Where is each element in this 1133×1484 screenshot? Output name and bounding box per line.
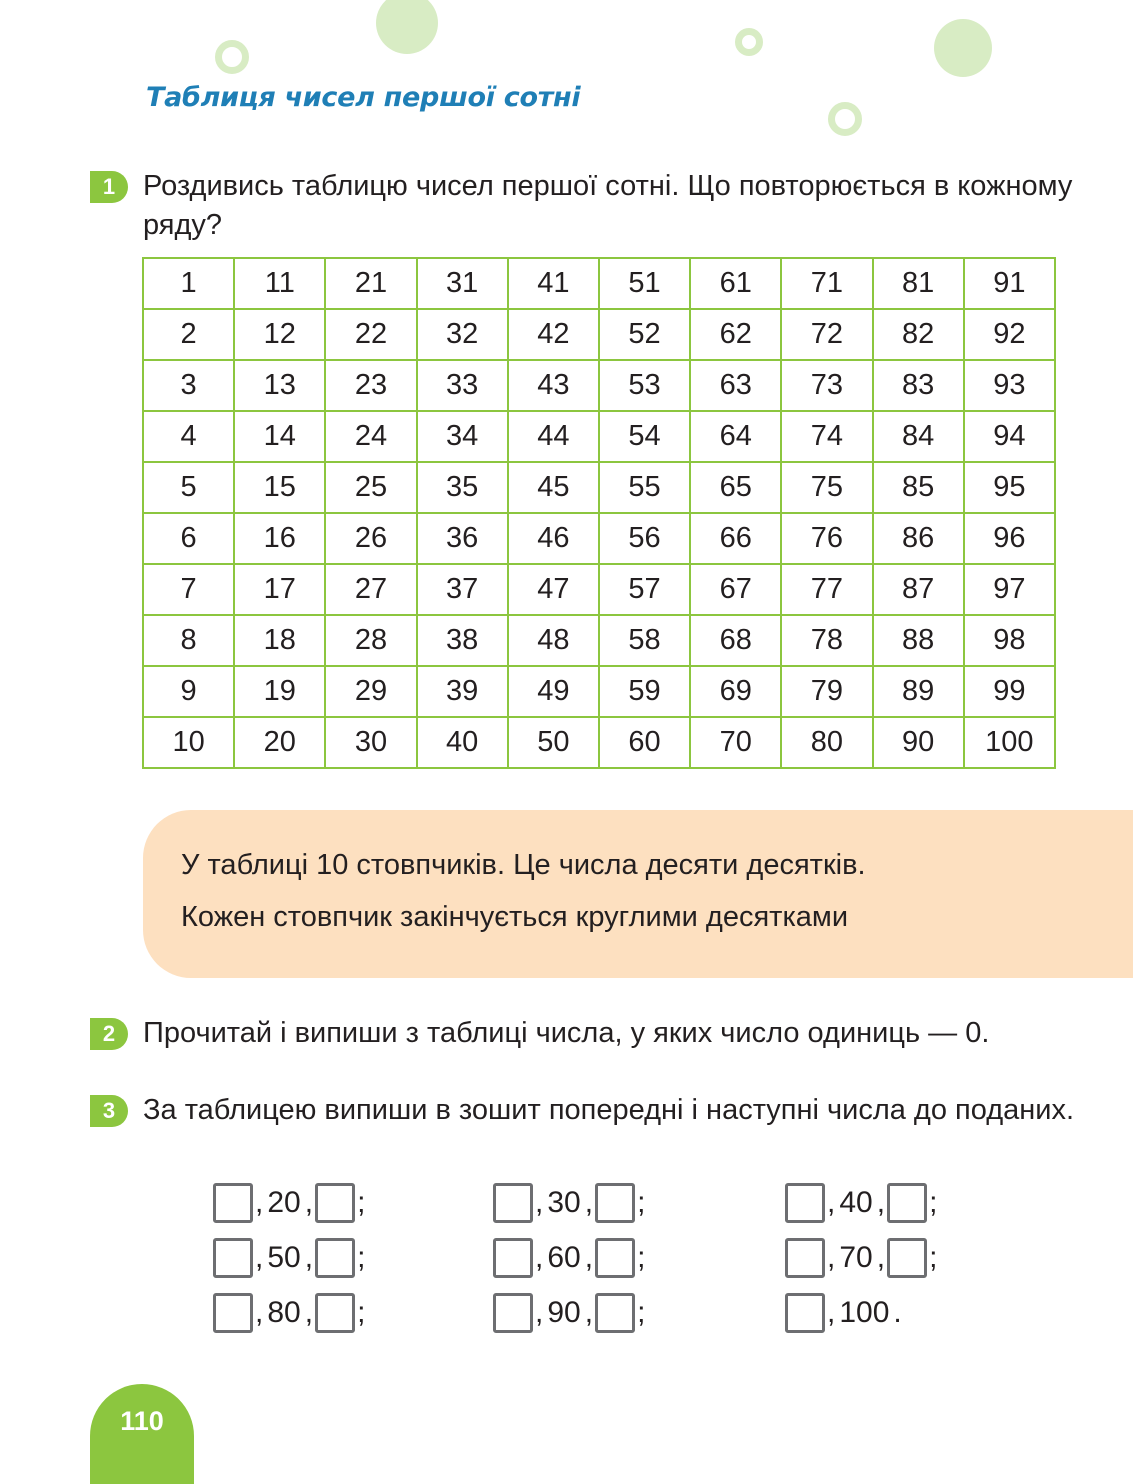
table-cell: 37 xyxy=(417,564,508,615)
info-note xyxy=(143,810,1133,978)
table-cell: 85 xyxy=(873,462,964,513)
end-punctuation: ; xyxy=(357,1186,366,1219)
table-cell: 41 xyxy=(508,258,599,309)
blank-item xyxy=(785,1180,939,1226)
separator: , xyxy=(304,1186,314,1219)
end-punctuation: ; xyxy=(929,1186,938,1219)
answer-box-next[interactable] xyxy=(595,1293,635,1333)
table-cell: 68 xyxy=(690,615,781,666)
hundred-table xyxy=(142,257,1056,769)
table-cell: 22 xyxy=(325,309,416,360)
table-cell: 7 xyxy=(143,564,234,615)
table-cell: 23 xyxy=(325,360,416,411)
answer-box-previous[interactable] xyxy=(213,1293,253,1333)
table-row xyxy=(143,360,1055,411)
table-cell: 81 xyxy=(873,258,964,309)
lesson-title: Таблиця чисел першої сотні xyxy=(146,82,581,113)
table-cell: 62 xyxy=(690,309,781,360)
blank-item xyxy=(213,1235,367,1281)
table-cell: 55 xyxy=(599,462,690,513)
table-cell: 45 xyxy=(508,462,599,513)
table-row xyxy=(143,309,1055,360)
blank-item xyxy=(213,1180,367,1226)
separator: , xyxy=(827,1241,836,1274)
table-cell: 9 xyxy=(143,666,234,717)
answer-box-next[interactable] xyxy=(887,1183,927,1223)
table-cell: 20 xyxy=(234,717,325,768)
table-cell: 93 xyxy=(964,360,1055,411)
table-row xyxy=(143,666,1055,717)
separator: , xyxy=(827,1296,836,1329)
table-cell: 38 xyxy=(417,615,508,666)
task-text: Роздивись таблицю чисел першої сотні. Що повторюється в кожному ряду? xyxy=(143,170,1073,241)
answer-box-previous[interactable] xyxy=(493,1183,533,1223)
end-punctuation: . xyxy=(893,1296,902,1329)
given-number: 30 xyxy=(547,1186,581,1219)
table-cell: 60 xyxy=(599,717,690,768)
separator: , xyxy=(876,1186,886,1219)
decor-ring xyxy=(215,40,249,74)
table-cell: 12 xyxy=(234,309,325,360)
table-cell: 53 xyxy=(599,360,690,411)
given-number: 50 xyxy=(267,1241,301,1274)
separator: , xyxy=(876,1241,886,1274)
table-cell: 73 xyxy=(781,360,872,411)
decor-circle xyxy=(376,0,438,54)
table-cell: 86 xyxy=(873,513,964,564)
table-row xyxy=(143,615,1055,666)
given-number: 60 xyxy=(547,1241,581,1274)
given-number: 70 xyxy=(839,1241,873,1274)
answer-box-next[interactable] xyxy=(315,1293,355,1333)
table-cell: 32 xyxy=(417,309,508,360)
table-row xyxy=(143,258,1055,309)
table-cell: 72 xyxy=(781,309,872,360)
given-number: 20 xyxy=(267,1186,301,1219)
table-cell: 24 xyxy=(325,411,416,462)
answer-box-previous[interactable] xyxy=(785,1183,825,1223)
separator: , xyxy=(584,1296,594,1329)
note-line-2: Кожен стовпчик закінчується круглими десятками xyxy=(181,901,849,933)
table-cell: 30 xyxy=(325,717,416,768)
table-cell: 50 xyxy=(508,717,599,768)
table-cell: 82 xyxy=(873,309,964,360)
table-cell: 44 xyxy=(508,411,599,462)
table-cell: 33 xyxy=(417,360,508,411)
table-cell: 84 xyxy=(873,411,964,462)
given-number: 80 xyxy=(267,1296,301,1329)
table-cell: 46 xyxy=(508,513,599,564)
table-cell: 3 xyxy=(143,360,234,411)
table-row xyxy=(143,462,1055,513)
decor-circle xyxy=(934,19,992,77)
table-cell: 48 xyxy=(508,615,599,666)
table-cell: 58 xyxy=(599,615,690,666)
table-cell: 16 xyxy=(234,513,325,564)
table-cell: 61 xyxy=(690,258,781,309)
table-cell: 57 xyxy=(599,564,690,615)
fill-in-exercise xyxy=(213,1180,1013,1350)
table-cell: 76 xyxy=(781,513,872,564)
table-cell: 74 xyxy=(781,411,872,462)
table-cell: 75 xyxy=(781,462,872,513)
end-punctuation: ; xyxy=(637,1241,646,1274)
blank-item xyxy=(785,1290,904,1336)
table-cell: 89 xyxy=(873,666,964,717)
separator: , xyxy=(535,1241,544,1274)
table-cell: 25 xyxy=(325,462,416,513)
table-cell: 65 xyxy=(690,462,781,513)
table-cell: 40 xyxy=(417,717,508,768)
separator: , xyxy=(255,1296,264,1329)
table-cell: 13 xyxy=(234,360,325,411)
table-cell: 6 xyxy=(143,513,234,564)
table-cell: 52 xyxy=(599,309,690,360)
answer-box-previous[interactable] xyxy=(493,1238,533,1278)
task-text: Прочитай і випиши з таблиці числа, у яких число одиниць — 0. xyxy=(143,1017,990,1049)
given-number: 90 xyxy=(547,1296,581,1329)
table-cell: 39 xyxy=(417,666,508,717)
table-row xyxy=(143,513,1055,564)
end-punctuation: ; xyxy=(637,1296,646,1329)
table-cell: 66 xyxy=(690,513,781,564)
end-punctuation: ; xyxy=(929,1241,938,1274)
answer-box-previous[interactable] xyxy=(493,1293,533,1333)
answer-box-previous[interactable] xyxy=(213,1238,253,1278)
blank-item xyxy=(493,1180,647,1226)
table-cell: 56 xyxy=(599,513,690,564)
decor-ring xyxy=(828,102,862,136)
table-cell: 51 xyxy=(599,258,690,309)
task-number-badge: 1 xyxy=(90,171,128,203)
separator: , xyxy=(304,1241,314,1274)
answer-box-previous[interactable] xyxy=(213,1183,253,1223)
table-cell: 63 xyxy=(690,360,781,411)
table-cell: 4 xyxy=(143,411,234,462)
table-cell: 87 xyxy=(873,564,964,615)
end-punctuation: ; xyxy=(357,1241,366,1274)
answer-box-next[interactable] xyxy=(595,1183,635,1223)
table-cell: 79 xyxy=(781,666,872,717)
task-2 xyxy=(90,1014,1080,1053)
table-cell: 98 xyxy=(964,615,1055,666)
table-cell: 77 xyxy=(781,564,872,615)
table-cell: 88 xyxy=(873,615,964,666)
table-cell: 43 xyxy=(508,360,599,411)
answer-box-next[interactable] xyxy=(315,1183,355,1223)
table-cell: 59 xyxy=(599,666,690,717)
blank-item xyxy=(785,1235,939,1281)
table-cell: 8 xyxy=(143,615,234,666)
answer-box-previous[interactable] xyxy=(785,1238,825,1278)
given-number: 40 xyxy=(839,1186,873,1219)
table-cell: 10 xyxy=(143,717,234,768)
separator: , xyxy=(535,1296,544,1329)
end-punctuation: ; xyxy=(357,1296,366,1329)
blank-item xyxy=(493,1290,647,1336)
task-3 xyxy=(90,1091,1080,1130)
separator: , xyxy=(584,1186,594,1219)
table-cell: 69 xyxy=(690,666,781,717)
end-punctuation: ; xyxy=(637,1186,646,1219)
table-cell: 96 xyxy=(964,513,1055,564)
table-cell: 29 xyxy=(325,666,416,717)
table-cell: 54 xyxy=(599,411,690,462)
table-cell: 97 xyxy=(964,564,1055,615)
separator: , xyxy=(584,1241,594,1274)
table-cell: 80 xyxy=(781,717,872,768)
table-cell: 15 xyxy=(234,462,325,513)
table-cell: 49 xyxy=(508,666,599,717)
blank-item xyxy=(493,1235,647,1281)
table-cell: 83 xyxy=(873,360,964,411)
answer-box-previous[interactable] xyxy=(785,1293,825,1333)
answer-box-next[interactable] xyxy=(315,1238,355,1278)
table-cell: 78 xyxy=(781,615,872,666)
table-cell: 92 xyxy=(964,309,1055,360)
separator: , xyxy=(827,1186,836,1219)
table-row xyxy=(143,717,1055,768)
table-cell: 17 xyxy=(234,564,325,615)
table-row xyxy=(143,411,1055,462)
table-cell: 18 xyxy=(234,615,325,666)
table-cell: 1 xyxy=(143,258,234,309)
table-cell: 2 xyxy=(143,309,234,360)
table-cell: 36 xyxy=(417,513,508,564)
table-cell: 71 xyxy=(781,258,872,309)
table-cell: 35 xyxy=(417,462,508,513)
table-cell: 95 xyxy=(964,462,1055,513)
table-cell: 64 xyxy=(690,411,781,462)
page-number-tab xyxy=(90,1384,194,1484)
table-cell: 70 xyxy=(690,717,781,768)
table-cell: 28 xyxy=(325,615,416,666)
table-row xyxy=(143,564,1055,615)
task-number-badge: 2 xyxy=(90,1018,128,1050)
table-cell: 5 xyxy=(143,462,234,513)
blank-item xyxy=(213,1290,367,1336)
table-cell: 11 xyxy=(234,258,325,309)
page-number: 110 xyxy=(120,1406,164,1436)
table-cell: 90 xyxy=(873,717,964,768)
table-cell: 67 xyxy=(690,564,781,615)
given-number: 100 xyxy=(839,1296,890,1329)
separator: , xyxy=(255,1241,264,1274)
separator: , xyxy=(304,1296,314,1329)
table-cell: 26 xyxy=(325,513,416,564)
table-cell: 21 xyxy=(325,258,416,309)
table-cell: 47 xyxy=(508,564,599,615)
answer-box-next[interactable] xyxy=(887,1238,927,1278)
table-cell: 27 xyxy=(325,564,416,615)
table-cell: 100 xyxy=(964,717,1055,768)
task-number-badge: 3 xyxy=(90,1095,128,1127)
answer-box-next[interactable] xyxy=(595,1238,635,1278)
table-cell: 91 xyxy=(964,258,1055,309)
table-cell: 14 xyxy=(234,411,325,462)
table-cell: 42 xyxy=(508,309,599,360)
task-1 xyxy=(90,167,1080,245)
separator: , xyxy=(535,1186,544,1219)
table-cell: 99 xyxy=(964,666,1055,717)
table-cell: 31 xyxy=(417,258,508,309)
note-line-1: У таблиці 10 стовпчиків. Це числа десяти десятків. xyxy=(181,849,866,881)
decor-ring xyxy=(735,28,763,56)
separator: , xyxy=(255,1186,264,1219)
table-cell: 94 xyxy=(964,411,1055,462)
table-cell: 34 xyxy=(417,411,508,462)
table-cell: 19 xyxy=(234,666,325,717)
task-text: За таблицею випиши в зошит попередні і наступні числа до поданих. xyxy=(143,1094,1075,1126)
